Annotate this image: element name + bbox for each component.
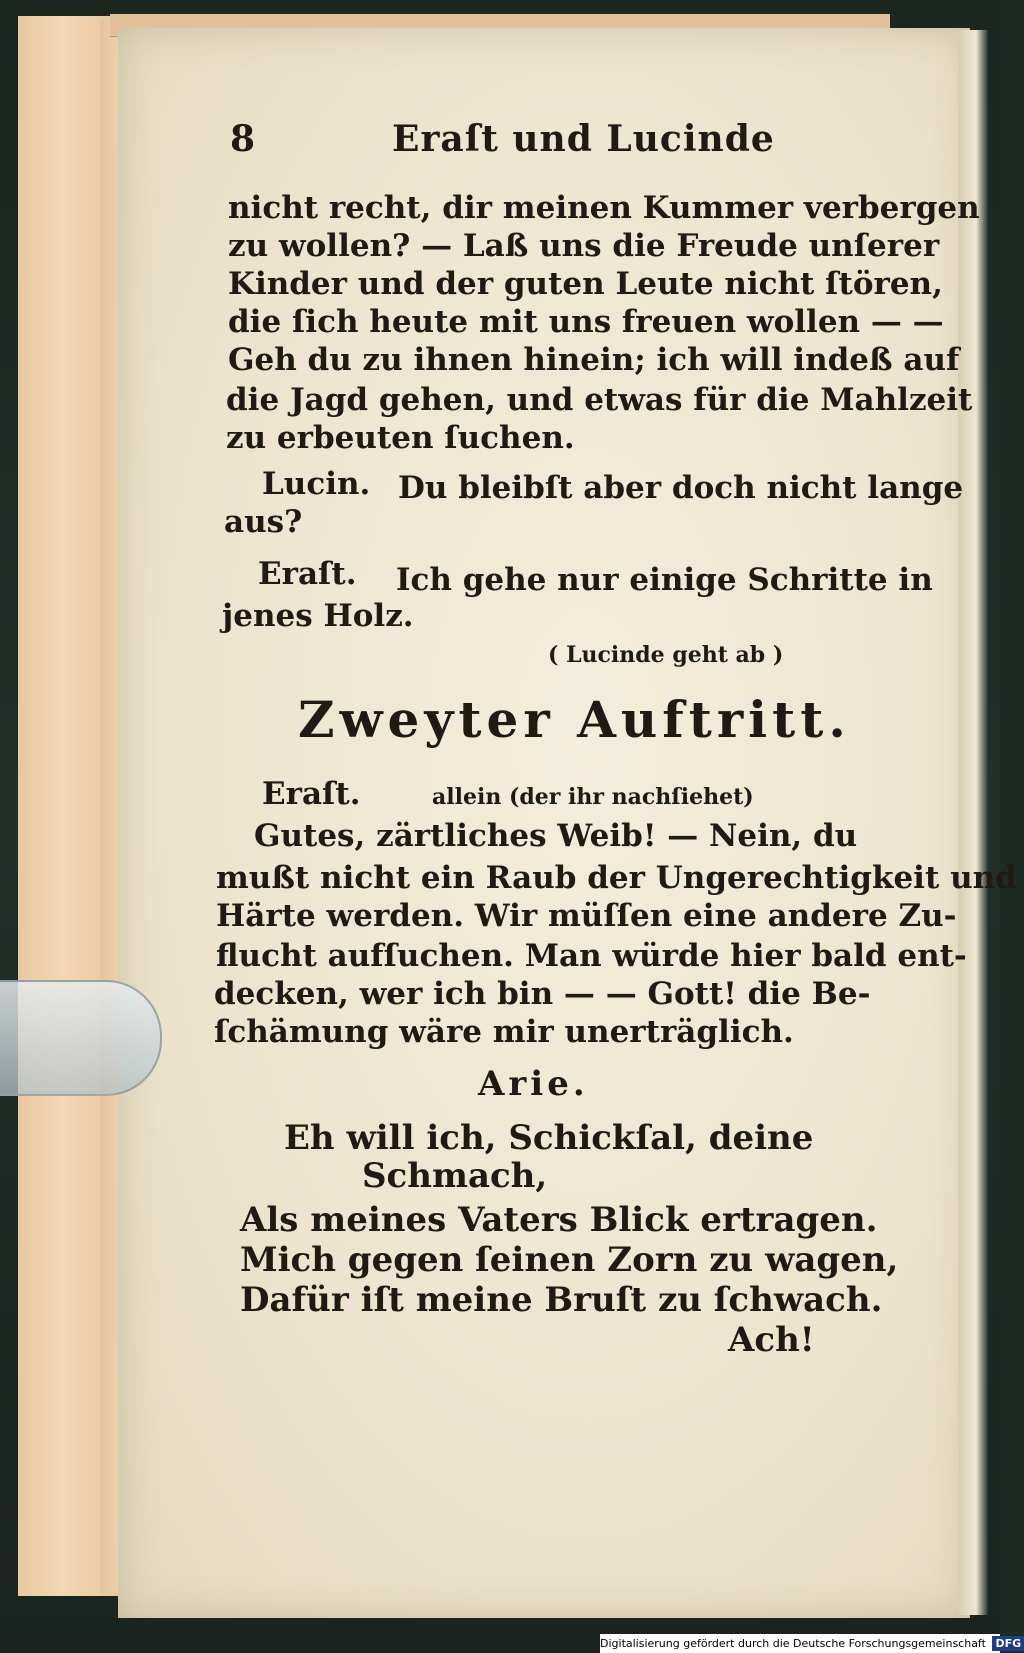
text-line: zu wollen? — Laß uns die Freude unſerer bbox=[228, 228, 940, 264]
dfg-logo-icon: DFG bbox=[992, 1636, 1024, 1651]
verse-line: Als meines Vaters Blick ertragen. bbox=[240, 1200, 878, 1240]
text-line: Kinder und der guten Leute nicht ſtören, bbox=[228, 266, 943, 302]
text-line: nicht recht, dir meinen Kummer verbergen bbox=[228, 190, 980, 226]
text-line: zu erbeuten ſuchen. bbox=[226, 420, 575, 456]
text-line: die Jagd gehen, und etwas für die Mahlzeit bbox=[226, 382, 973, 418]
text-line: Härte werden. Wir müſſen eine andere Zu- bbox=[216, 898, 957, 934]
text-line: aus? bbox=[224, 504, 303, 540]
page-right-edge bbox=[958, 30, 988, 1615]
speaker-erast-alone: Eraſt. bbox=[262, 776, 361, 812]
text-line: jenes Holz. bbox=[222, 598, 414, 634]
speaker-erast: Eraſt. bbox=[258, 556, 357, 592]
verse-line: Eh will ich, Schickſal, deine bbox=[284, 1118, 814, 1158]
stage-direction: allein (der ihr nachſiehet) bbox=[432, 784, 754, 810]
speaker-lucinde: Lucin. bbox=[262, 466, 371, 502]
text-line: flucht aufſuchen. Man würde hier bald ent- bbox=[216, 938, 967, 974]
catchword: Ach! bbox=[728, 1320, 815, 1360]
page-clip bbox=[0, 980, 162, 1096]
scene-heading: Zweyter Auftritt. bbox=[298, 690, 851, 749]
text-line: Ich gehe nur einige Schritte in bbox=[396, 562, 933, 598]
text-line: ſchämung wäre mir unerträglich. bbox=[214, 1014, 794, 1050]
footer-credit bbox=[600, 1634, 1022, 1653]
text-line: Geh du zu ihnen hinein; ich will indeß auf bbox=[228, 342, 960, 378]
footer-text: Digitalisierung gefördert durch die Deutsche Forschungsgemeinschaft bbox=[600, 1637, 986, 1650]
running-title: Eraſt und Lucinde bbox=[392, 118, 775, 160]
page-number: 8 bbox=[230, 118, 257, 160]
text-line: Du bleibſt aber doch nicht lange bbox=[398, 470, 964, 506]
verse-line: Schmach, bbox=[362, 1156, 548, 1196]
text-line: mußt nicht ein Raub der Ungerechtigkeit und bbox=[216, 860, 1017, 896]
text-line: decken, wer ich bin — — Gott! die Be- bbox=[214, 976, 871, 1012]
aria-heading: Arie. bbox=[478, 1064, 589, 1104]
text-line: die ſich heute mit uns freuen wollen — — bbox=[228, 304, 944, 340]
verse-line: Dafür iſt meine Bruſt zu ſchwach. bbox=[240, 1280, 883, 1320]
verse-line: Mich gegen ſeinen Zorn zu wagen, bbox=[240, 1240, 899, 1280]
stage-direction: ( Lucinde geht ab ) bbox=[548, 642, 784, 668]
text-line: Gutes, zärtliches Weib! — Nein, du bbox=[254, 818, 858, 854]
